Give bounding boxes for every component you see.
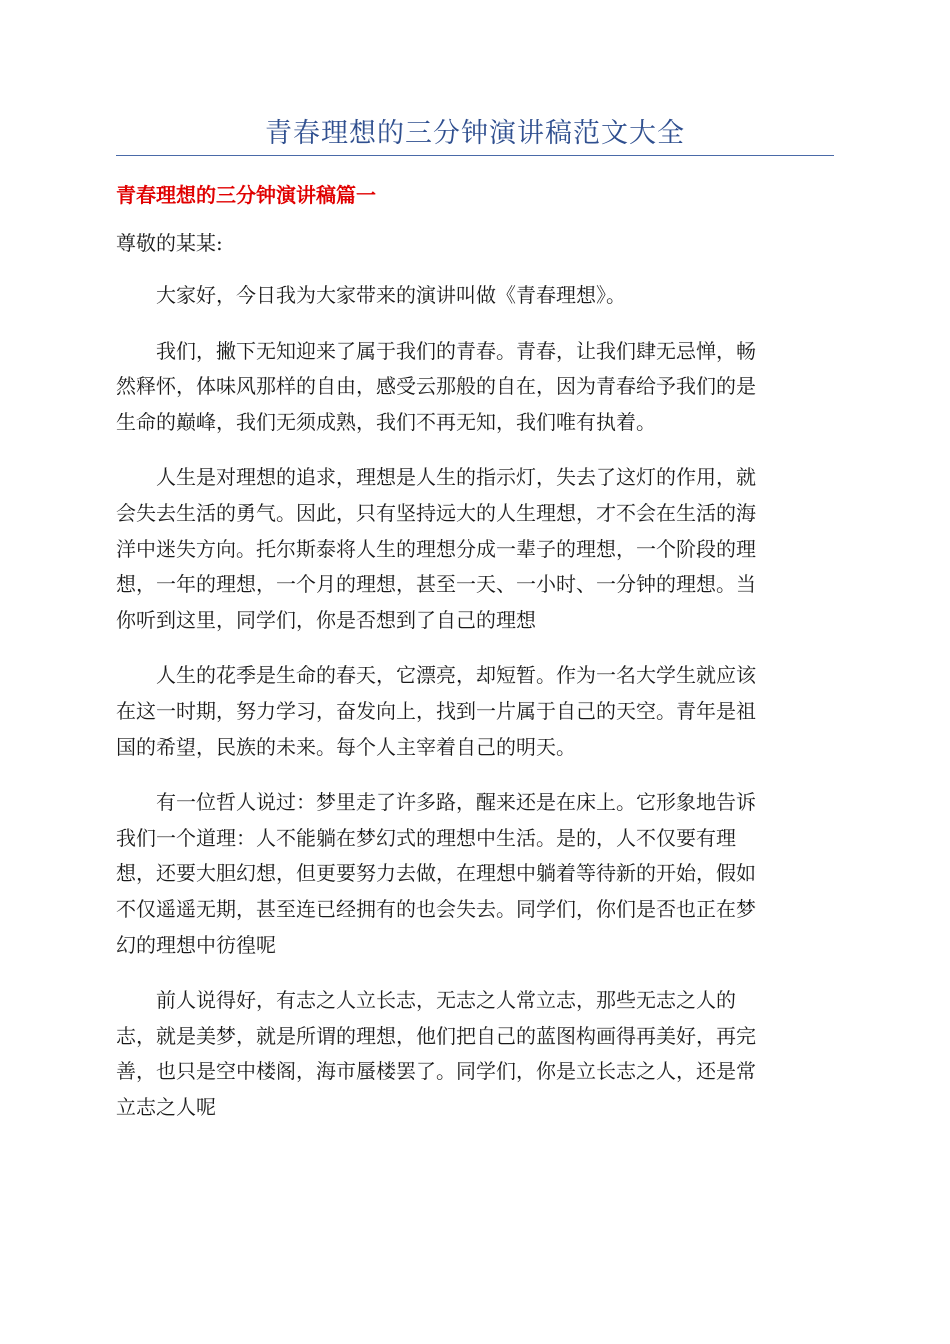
paragraph — [116, 983, 834, 1125]
paragraph-line: 国的希望，民族的未来。每个人主宰着自己的明天。 — [116, 734, 576, 759]
section-heading: 青春理想的三分钟演讲稿篇一 — [116, 183, 376, 207]
paragraph-line: 我们，撇下无知迎来了属于我们的青春。青春，让我们肆无忌惮，畅 — [156, 338, 756, 363]
paragraph-line: 我们一个道理：人不能躺在梦幻式的理想中生活。是的，人不仅要有理 — [116, 825, 736, 850]
paragraph-line: 人生的花季是生命的春天，它漂亮，却短暂。作为一名大学生就应该 — [156, 663, 756, 688]
paragraph-line: 幻的理想中彷徨呢 — [116, 932, 276, 957]
paragraph — [116, 460, 834, 638]
paragraph — [116, 658, 834, 765]
paragraph-line: 立志之人呢 — [116, 1094, 216, 1119]
paragraph-line: 志，就是美梦，就是所谓的理想，他们把自己的蓝图构画得再美好，再完 — [116, 1023, 756, 1048]
paragraph-line: 想，一年的理想，一个月的理想，甚至一天、一小时、一分钟的理想。当 — [116, 572, 756, 597]
paragraph — [116, 785, 834, 963]
paragraph-line: 想，还要大胆幻想，但更要努力去做，在理想中躺着等待新的开始，假如 — [116, 861, 756, 886]
paragraph-line: 不仅遥遥无期，甚至连已经拥有的也会失去。同学们，你们是否也正在梦 — [116, 896, 756, 921]
paragraph-line: 前人说得好，有志之人立长志，无志之人常立志，那些无志之人的 — [156, 988, 736, 1013]
title-underline — [116, 155, 834, 156]
paragraph-line: 有一位哲人说过：梦里走了许多路，醒来还是在床上。它形象地告诉 — [156, 790, 756, 815]
salutation: 尊敬的某某: — [116, 231, 223, 255]
paragraph-line: 然释怀，体味风那样的自由，感受云那般的自在，因为青春给予我们的是 — [116, 374, 756, 399]
document-title: 青春理想的三分钟演讲稿范文大全 — [265, 118, 685, 149]
paragraph-line: 人生是对理想的追求，理想是人生的指示灯，失去了这灯的作用，就 — [156, 465, 756, 490]
paragraph-line: 大家好，今日我为大家带来的演讲叫做《青春理想》。 — [156, 283, 626, 307]
paragraph-line: 洋中迷失方向。托尔斯泰将人生的理想分成一辈子的理想，一个阶段的理 — [116, 536, 756, 561]
document-body — [116, 278, 834, 1145]
paragraph — [116, 278, 834, 314]
paragraph-line: 善，也只是空中楼阁，海市蜃楼罢了。同学们，你是立长志之人，还是常 — [116, 1059, 756, 1084]
paragraph-line: 会失去生活的勇气。因此，只有坚持远大的人生理想，才不会在生活的海 — [116, 500, 756, 525]
paragraph-line: 生命的巅峰，我们无须成熟，我们不再无知，我们唯有执着。 — [116, 409, 656, 434]
paragraph — [116, 334, 834, 441]
paragraph-line: 在这一时期，努力学习，奋发向上，找到一片属于自己的天空。青年是祖 — [116, 698, 756, 723]
paragraph-line: 你听到这里，同学们，你是否想到了自己的理想 — [116, 607, 536, 632]
